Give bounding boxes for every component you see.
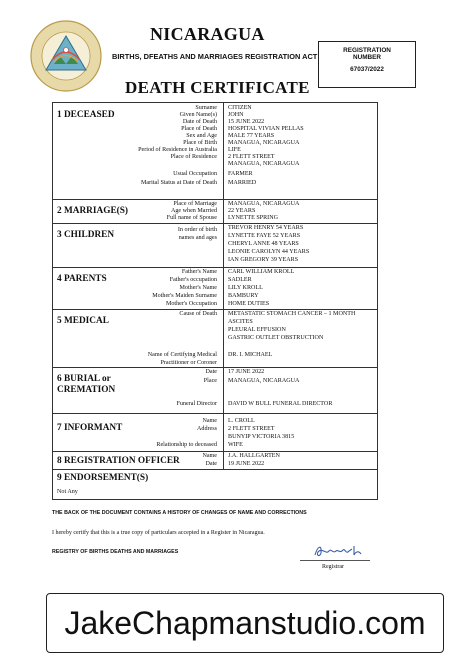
section-heading: 8 REGISTRATION OFFICER bbox=[57, 456, 180, 466]
section-children bbox=[53, 223, 377, 268]
burial-place-value: MANAGUA, NICARAGUA bbox=[228, 378, 300, 384]
act-title: BIRTHS, DFEATHS AND MARRIAGES REGISTRATION ACT bbox=[112, 52, 318, 61]
section-heading: 4 PARENTS bbox=[57, 274, 107, 284]
document-title: DEATH CERTIFICATE bbox=[125, 78, 310, 97]
certifier-label-2: Practitioner or Coroner bbox=[160, 360, 217, 366]
place-of-death-label: Place of Death bbox=[181, 126, 217, 132]
relationship-label: Relationship to deceased bbox=[156, 442, 217, 448]
section-officer bbox=[53, 451, 377, 470]
surname-label: Surname bbox=[195, 105, 217, 111]
informant-address-1: 2 FLETT STREET bbox=[228, 426, 275, 432]
informant-address-label: Address bbox=[197, 426, 217, 432]
officer-date-value: 19 JUNE 2022 bbox=[228, 461, 265, 467]
section-endorsement bbox=[53, 469, 377, 500]
certificate-table bbox=[52, 102, 378, 500]
burial-place-label: Place bbox=[203, 378, 217, 384]
residence-line-1: 2 FLETT STREET bbox=[228, 154, 275, 160]
child-4: LEONIE CAROLYN 44 YEARS bbox=[228, 249, 310, 255]
period-label: Period of Residence in Australia bbox=[138, 147, 217, 153]
section-heading: 3 CHILDREN bbox=[57, 230, 115, 240]
birth-label: Place of Birth bbox=[183, 140, 217, 146]
child-2: LYNETTE FAYE 52 YEARS bbox=[228, 233, 301, 239]
marital-label: Marital Status at Date of Death bbox=[141, 180, 217, 186]
section-parents bbox=[53, 267, 377, 310]
informant-address-2: BUNYIP VICTORIA 3815 bbox=[228, 434, 295, 440]
section-burial bbox=[53, 367, 377, 414]
father-label: Father's Name bbox=[181, 269, 217, 275]
certify-statement: I hereby certify that this is a true copy of particulars accepted in a Register in Nicaragua. bbox=[52, 530, 265, 536]
watermark-banner: JakeChapmanstudio.com bbox=[46, 593, 444, 653]
certifier-label-1: Name of Certifying Medical bbox=[147, 352, 217, 358]
officer-name-label: Name bbox=[202, 453, 217, 459]
occupation-value: FARMER bbox=[228, 171, 253, 177]
maiden-label: Mother's Maiden Surname bbox=[152, 293, 217, 299]
registration-number: 67037/2022 bbox=[350, 66, 384, 73]
section-heading: 7 INFORMANT bbox=[57, 423, 123, 433]
burial-date-label: Date bbox=[205, 369, 217, 375]
sex-age-value: MALE 77 YEARS bbox=[228, 133, 275, 139]
burial-date-value: 17 JUNE 2022 bbox=[228, 369, 265, 375]
section-medical bbox=[53, 309, 377, 368]
section-deceased bbox=[53, 103, 377, 199]
father-occupation-value: SADLER bbox=[228, 277, 252, 283]
number-label: NUMBER bbox=[352, 54, 382, 61]
occupation-label: Usual Occupation bbox=[173, 171, 217, 177]
section-heading-2: CREMATION bbox=[57, 385, 116, 395]
registry-name: REGISTRY OF BIRTHS DEATHS AND MARRIAGES bbox=[52, 549, 179, 555]
director-label: Funeral Director bbox=[176, 401, 217, 407]
section-heading: 5 MEDICAL bbox=[57, 316, 109, 326]
cause-4: GASTRIC OUTLET OBSTRUCTION bbox=[228, 335, 324, 341]
cause-2: ASCITES bbox=[228, 319, 253, 325]
registrar-signature bbox=[312, 543, 364, 559]
informant-name-value: L. CROLL bbox=[228, 418, 255, 424]
cause-1: METASTATIC STOMACH CANCER – 1 MONTH bbox=[228, 311, 356, 317]
marriage-place-value: MANAGUA, NICARAGUA bbox=[228, 201, 300, 207]
mother-occupation-label: Mother's Occupation bbox=[165, 301, 217, 307]
maiden-value: BAMBURY bbox=[228, 293, 259, 299]
section-heading: 1 DECEASED bbox=[57, 110, 115, 120]
marriage-place-label: Place of Marriage bbox=[173, 201, 217, 207]
given-label: Given Name(s) bbox=[179, 112, 217, 118]
marriage-age-value: 22 YEARS bbox=[228, 208, 256, 214]
nicaragua-seal-icon bbox=[30, 20, 102, 92]
marriage-age-label: Age when Married bbox=[170, 208, 217, 214]
children-label-1: In order of birth bbox=[177, 227, 217, 233]
informant-name-label: Name bbox=[202, 418, 217, 424]
given-value: JOHN bbox=[228, 112, 244, 118]
spouse-value: LYNETTE SPRING bbox=[228, 215, 278, 221]
date-of-death-value: 15 JUNE 2022 bbox=[228, 119, 265, 125]
residence-label: Place of Residence bbox=[170, 154, 217, 160]
section-heading-1: 6 BURIAL or bbox=[57, 374, 111, 384]
child-5: IAN GREGORY 39 YEARS bbox=[228, 257, 299, 263]
father-value: CARL WILLIAM KROLL bbox=[228, 269, 295, 275]
director-value: DAVID W BULL FUNERAL DIRECTOR bbox=[228, 401, 333, 407]
registration-number-box bbox=[318, 41, 416, 88]
spouse-label: Full name of Spouse bbox=[166, 215, 217, 221]
officer-name-value: J.A. HALLGARTEN bbox=[228, 453, 280, 459]
father-occupation-label: Father's occupation bbox=[169, 277, 217, 283]
registrar-label: Registrar bbox=[322, 564, 344, 570]
officer-date-label: Date bbox=[205, 461, 217, 467]
endorsement-text: Not Any bbox=[57, 489, 78, 495]
signature-line bbox=[300, 560, 370, 561]
mother-occupation-value: HOME DUTIES bbox=[228, 301, 270, 307]
certifier-value: DR. I. MICHAEL bbox=[228, 352, 273, 358]
registration-label: REGISTRATION bbox=[343, 47, 391, 54]
history-notice: THE BACK OF THE DOCUMENT CONTAINS A HISTORY OF CHANGES OF NAME AND CORRECTIONS bbox=[52, 510, 307, 516]
section-informant bbox=[53, 413, 377, 452]
children-label-2: names and ages bbox=[178, 235, 217, 241]
marital-value: MARRIED bbox=[228, 180, 257, 186]
mother-value: LILY KROLL bbox=[228, 285, 263, 291]
date-of-death-label: Date of Death bbox=[182, 119, 217, 125]
section-marriage bbox=[53, 199, 377, 224]
child-1: TREVOR HENRY 54 YEARS bbox=[228, 225, 304, 231]
surname-value: CITIZEN bbox=[228, 105, 252, 111]
birth-value: MANAGUA, NICARAGUA bbox=[228, 140, 300, 146]
sex-age-label: Sex and Age bbox=[186, 133, 217, 139]
relationship-value: WIFE bbox=[228, 442, 243, 448]
residence-line-2: MANAGUA, NICARAGUA bbox=[228, 161, 300, 167]
place-of-death-value: HOSPITAL VIVIAN PELLAS bbox=[228, 126, 304, 132]
period-value: LIFE bbox=[228, 147, 241, 153]
section-heading: 9 ENDORSEMENT(S) bbox=[57, 473, 149, 483]
section-heading: 2 MARRIAGE(S) bbox=[57, 206, 129, 216]
mother-label: Mother's Name bbox=[179, 285, 217, 291]
country-title: NICARAGUA bbox=[150, 24, 265, 44]
cause-label: Cause of Death bbox=[179, 311, 217, 317]
child-3: CHERYL ANNE 48 YEARS bbox=[228, 241, 299, 247]
cause-3: PLEURAL EFFUSION bbox=[228, 327, 286, 333]
